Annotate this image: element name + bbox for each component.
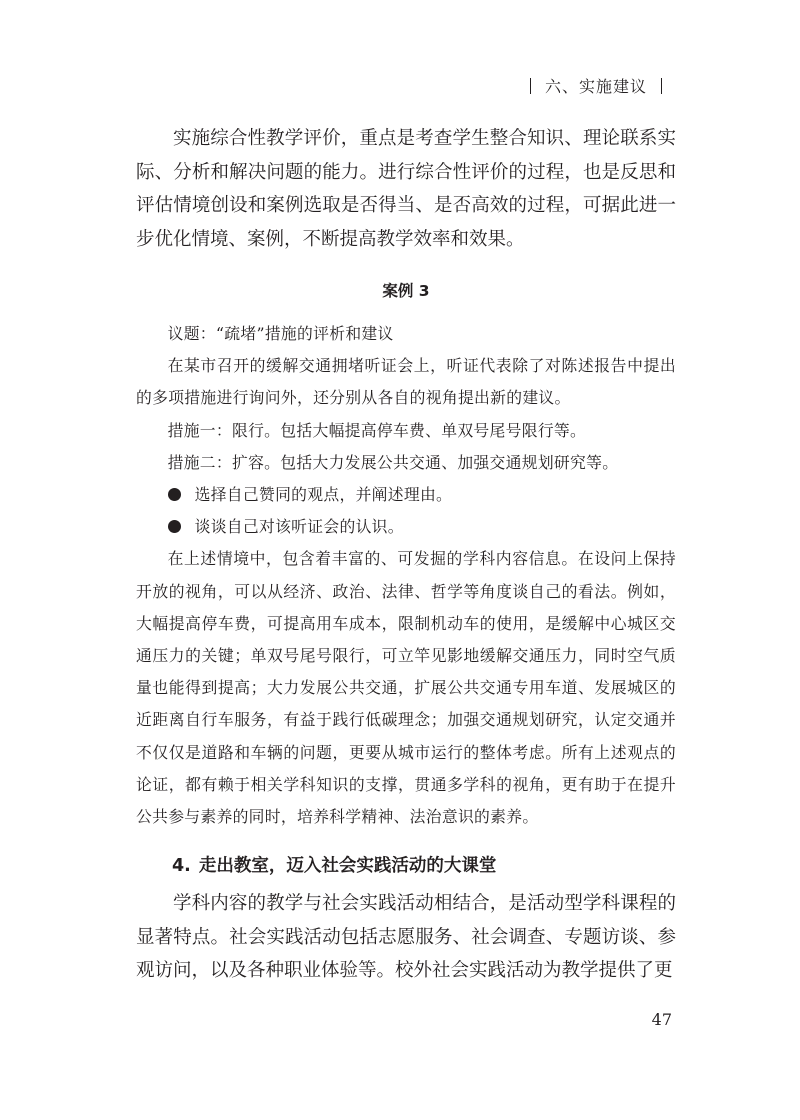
case-measure-1: 措施一：限行。包括大幅提高停车费、单双号尾号限行等。 xyxy=(167,420,587,440)
section-paragraph: 学科内容的教学与社会实践活动相结合，是活动型学科课程的显著特点。社会实践活动包括志愿服务、社会调查、专题访谈、参观访问，以及各种职业体验等。校外社会实践活动为教学提供了更 xyxy=(136,893,676,982)
case-title: 案例 3 xyxy=(382,282,430,300)
header-right-rule xyxy=(661,78,662,94)
case-paragraph-1: 在某市召开的缓解交通拥堵听证会上，听证代表除了对陈述报告中提出的多项措施进行询问外，还分别从各自的视角提出新的建议。 xyxy=(136,356,676,408)
case-bullet-text: 选择自己赞同的观点，并阐述理由。 xyxy=(194,485,453,505)
case-bullet-item xyxy=(136,511,676,543)
page-number: 47 xyxy=(651,1010,672,1029)
bullet-dot-icon xyxy=(168,520,181,533)
case-bullet-item xyxy=(136,479,676,511)
section-heading xyxy=(136,851,676,881)
lead-paragraph: 实施综合性教学评价，重点是考查学生整合知识、理论联系实际、分析和解决问题的能力。进行综合性评价的过程，也是反思和评估情境创设和案例选取是否得当、是否高效的过程，可据此进一步优化情境、案例，不断提高教学效率和效果。 xyxy=(136,128,676,250)
section-number: 4. xyxy=(172,856,191,877)
bullet-dot-icon xyxy=(168,488,181,501)
case-measure-2: 措施二：扩容。包括大力发展公共交通、加强交通规划研究等。 xyxy=(167,452,619,472)
section-heading-text: 走出教室，迈入社会实践活动的大课堂 xyxy=(198,856,497,877)
case-topic: 议题：“疏堵”措施的评析和建议 xyxy=(167,324,394,343)
header-left-rule xyxy=(530,78,531,94)
case-box xyxy=(136,280,676,833)
case-bullet-text: 谈谈自己对该听证会的认识。 xyxy=(194,517,404,537)
case-analysis: 在上述情境中，包含着丰富的、可发掘的学科内容信息。在设问上保持开放的视角，可以从经济、政治、法律、哲学等角度谈自己的看法。例如，大幅提高停车费，可提高用车成本，限制机动车的使用，是缓解中心城区交通压力的关键；单双号尾号限行，可立竿见影地缓解交通压力，同时空气质量也能得到提高；大力发展公共交通，扩展公共交通专用车道、发展城区的近距离自行车服务，有益于践行低碳理念；加强交通规划研究，认定交通并不仅仅是道路和车辆的问题，更要从城市运行的整体考虑。所有上述观点的论证，都有赖于相关学科知识的支撑，贯通多学科的视角，更有助于在提升公共参与素养的同时，培养科学精神、法治意识的素养。 xyxy=(136,549,676,827)
header-section-title: 六、实施建议 xyxy=(544,77,647,96)
page-content xyxy=(136,122,676,988)
running-header xyxy=(516,74,676,97)
